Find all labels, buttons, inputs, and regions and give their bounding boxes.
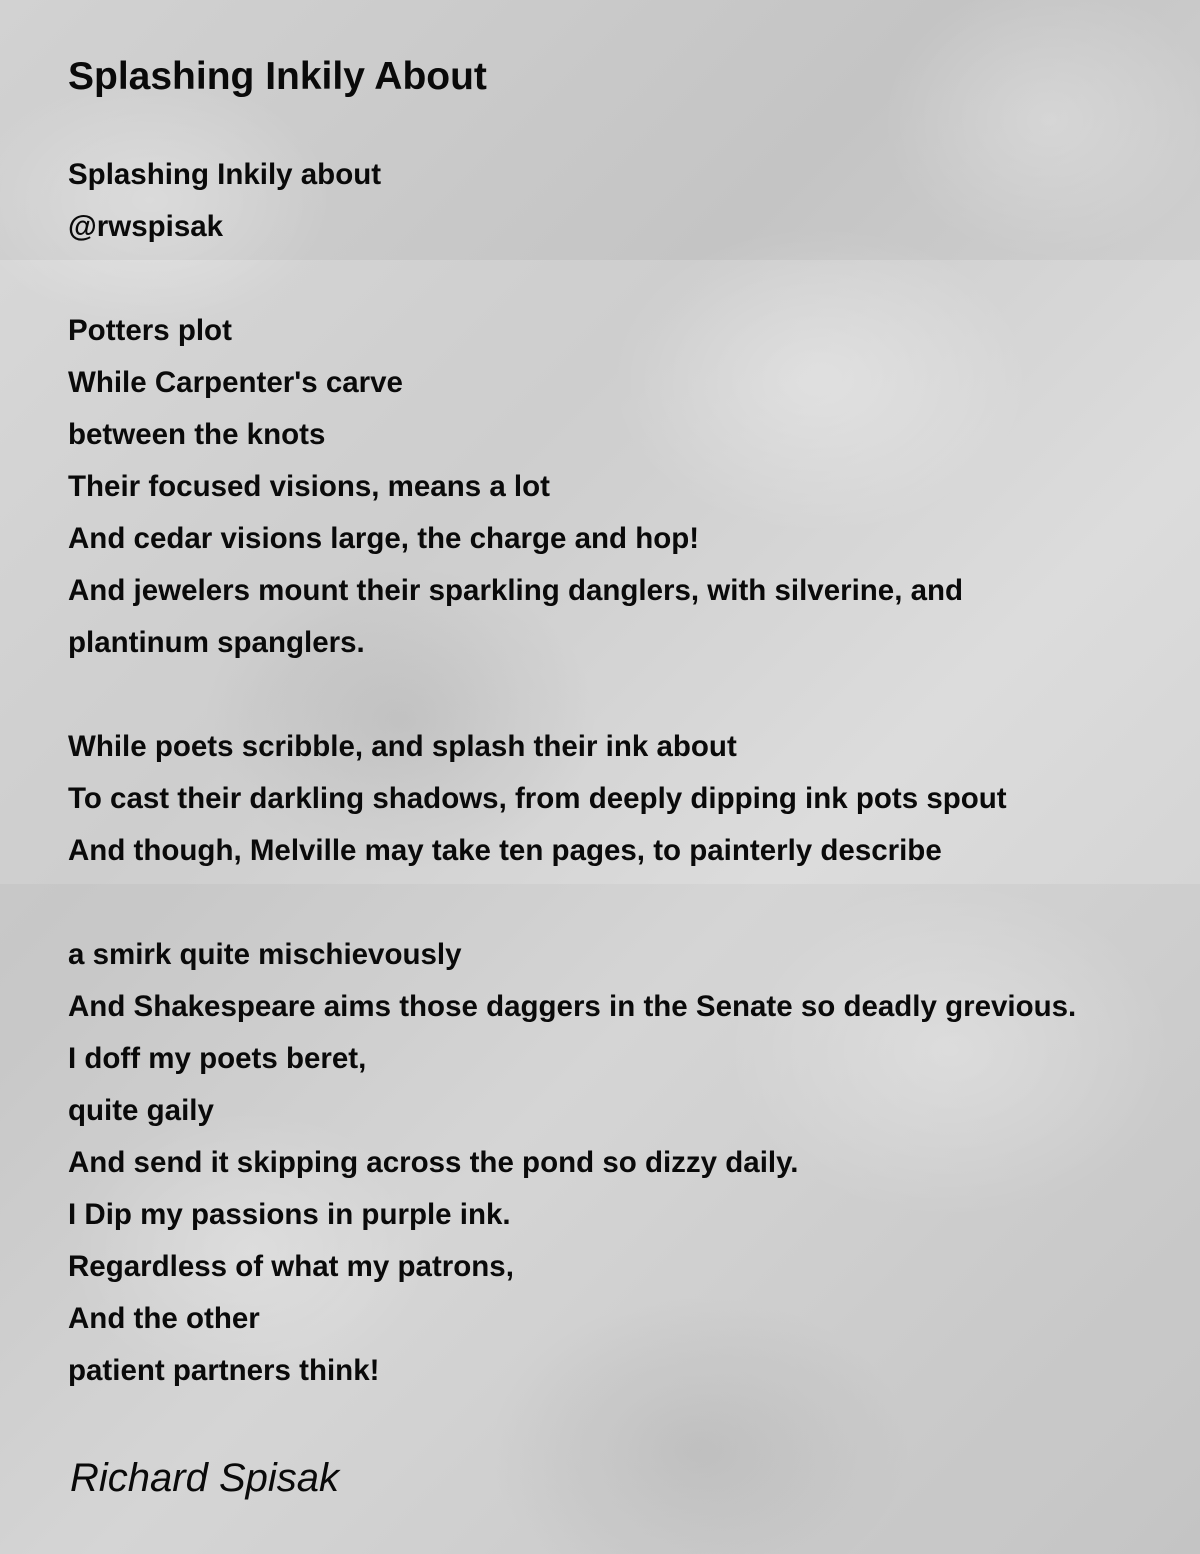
poem-body (68, 149, 1076, 1397)
poem-line: I doff my poets beret, (68, 1042, 367, 1075)
poem-line: And the other (68, 1302, 260, 1335)
poem-line: While poets scribble, and splash their ink about (68, 730, 737, 763)
poem-line: patient partners think! (68, 1354, 380, 1387)
poem-line: And cedar visions large, the charge and hop! (68, 522, 700, 555)
poem-line: And jewelers mount their sparkling danglers, with silverine, and (68, 574, 964, 607)
poem-line: And Shakespeare aims those daggers in the Senate so deadly grevious. (68, 990, 1077, 1023)
poem-title: Splashing Inkily About (68, 55, 487, 98)
poem-line: And though, Melville may take ten pages, to painterly describe (68, 834, 942, 867)
poem-author: Richard Spisak (70, 1456, 340, 1500)
poem-line: @rwspisak (68, 210, 224, 243)
poem-line: While Carpenter's carve (68, 366, 403, 399)
poem-line: a smirk quite mischievously (68, 938, 462, 971)
poem-line: I Dip my passions in purple ink. (68, 1198, 511, 1231)
poem-line: plantinum spanglers. (68, 626, 365, 659)
stanza-break (68, 877, 1076, 929)
poem-line: Splashing Inkily about (68, 158, 382, 191)
poem-line: between the knots (68, 418, 326, 451)
poem-line: Potters plot (68, 314, 232, 347)
poem-line: To cast their darkling shadows, from deeply dipping ink pots spout (68, 782, 1007, 815)
poem-line: And send it skipping across the pond so dizzy daily. (68, 1146, 799, 1179)
poem-line: quite gaily (68, 1094, 214, 1127)
stanza-break (68, 253, 1076, 305)
poem-line: Their focused visions, means a lot (68, 470, 550, 503)
poem-line: Regardless of what my patrons, (68, 1250, 514, 1283)
stanza-break (68, 669, 1076, 721)
